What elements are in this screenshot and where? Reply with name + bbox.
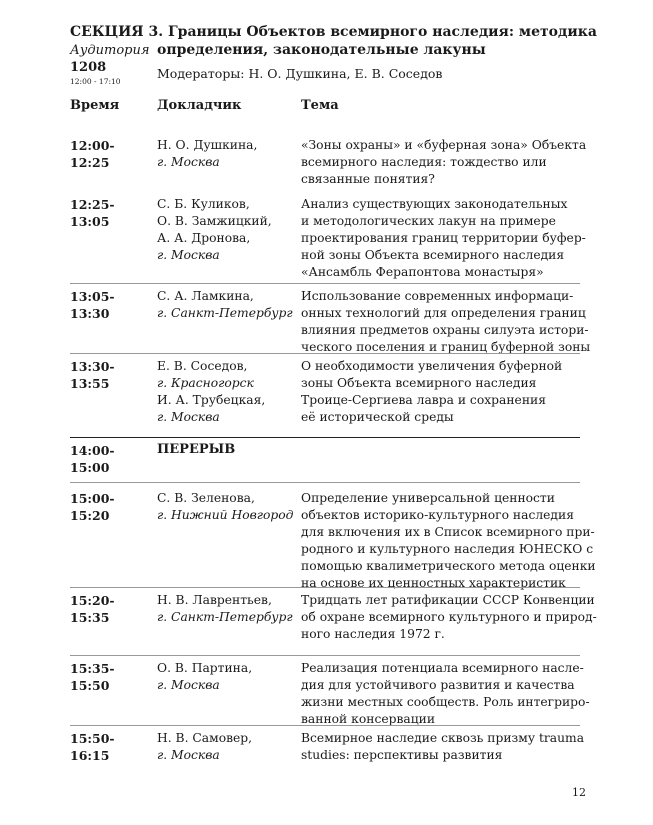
topic-line: на основе их ценностных характеристик: [301, 576, 566, 590]
topic-line: жизни местных сообществ. Роль интегриро-: [301, 695, 590, 709]
row-speakers: [157, 490, 293, 524]
time-line: 12:00-: [70, 138, 115, 153]
topic-line: дия для устойчивого развития и качества: [301, 678, 575, 692]
topic-line: об охране всемирного культурного и природ-: [301, 610, 597, 624]
moderators: Модераторы: Н. О. Душкина, Е. В. Соседов: [157, 66, 443, 81]
topic-line: зоны Объекта всемирного наследия: [301, 376, 537, 390]
time-line: 15:20: [70, 508, 110, 523]
speaker-name: Н. В. Лаврентьев,: [157, 593, 272, 607]
time-line: 13:55: [70, 376, 110, 391]
row-divider: [70, 437, 580, 438]
row-speakers: [157, 137, 257, 171]
row-topic: [301, 358, 591, 426]
topic-line: Тридцать лет ратификации СССР Конвенции: [301, 593, 595, 607]
row-topic: [301, 592, 597, 643]
speaker-city: г. Москва: [157, 748, 220, 762]
row-topic: [301, 137, 591, 188]
topic-line: ного наследия 1972 г.: [301, 627, 445, 641]
row-time: [70, 358, 115, 392]
topic-line: помощью квалиметрического метода оценки: [301, 559, 596, 573]
topic-line: studies: перспективы развития: [301, 748, 503, 762]
speaker-city: г. Москва: [157, 410, 220, 424]
topic-line: Использование современных информаци-: [301, 289, 574, 303]
row-time: [70, 660, 115, 694]
time-line: 15:20-: [70, 593, 115, 608]
time-line: 12:25: [70, 155, 110, 170]
time-line: 15:00: [70, 460, 110, 475]
speaker-name: С. В. Зеленова,: [157, 491, 255, 505]
row-speakers: [157, 660, 252, 694]
speaker-name: О. В. Замжицкий,: [157, 214, 272, 228]
topic-line: О необходимости увеличения буферной: [301, 359, 563, 373]
row-time: [70, 196, 115, 230]
time-line: 15:00-: [70, 491, 115, 506]
topic-line: ческого поселения и границ буферной зоны: [301, 340, 591, 354]
topic-line: связанные понятия?: [301, 172, 435, 186]
row-speakers: [157, 358, 265, 426]
speaker-city: г. Москва: [157, 155, 220, 169]
topic-line: всемирного наследия: тождество или: [301, 155, 547, 169]
speaker-city: г. Санкт-Петербург: [157, 306, 293, 320]
row-time: [70, 137, 115, 171]
speaker-name: И. А. Трубецкая,: [157, 393, 266, 407]
row-divider: [70, 353, 580, 354]
section-title-line2: определения, законодательные лакуны: [157, 42, 486, 58]
row-speakers: [157, 592, 293, 626]
header-topic: Тема: [301, 98, 339, 113]
speaker-name: А. А. Дронова,: [157, 231, 251, 245]
header-time: Время: [70, 98, 120, 113]
row-divider: [70, 482, 580, 483]
time-line: 14:00-: [70, 443, 115, 458]
break-label: ПЕРЕРЫВ: [157, 442, 236, 457]
topic-line: проектирования границ территории буфер-: [301, 231, 586, 245]
topic-line: родного и культурного наследия ЮНЕСКО с: [301, 542, 594, 556]
topic-line: Всемирное наследие сквозь призму trauma: [301, 731, 585, 745]
topic-line: Троице-Сергиева лавра и сохранения: [301, 393, 546, 407]
topic-line: Определение универсальной ценности: [301, 491, 555, 505]
row-topic: [301, 288, 591, 356]
row-divider: [70, 655, 580, 656]
speaker-name: О. В. Партина,: [157, 661, 253, 675]
row-divider: [70, 725, 580, 726]
topic-line: «Ансамбль Ферапонтова монастыря»: [301, 265, 544, 279]
time-line: 13:30-: [70, 359, 115, 374]
room-number: 1208: [70, 60, 107, 75]
row-time: [70, 592, 115, 626]
topic-line: Анализ существующих законодательных: [301, 197, 568, 211]
row-speakers: [157, 196, 272, 264]
break-time: [70, 442, 115, 476]
row-topic: [301, 196, 591, 281]
topic-line: её исторической среды: [301, 410, 454, 424]
speaker-name: С. А. Ламкина,: [157, 289, 254, 303]
time-line: 13:05-: [70, 289, 115, 304]
speaker-city: г. Нижний Новгород: [157, 508, 294, 522]
time-line: 13:05: [70, 214, 110, 229]
row-time: [70, 490, 115, 524]
topic-line: объектов историко-культурного наследия: [301, 508, 574, 522]
topic-line: и методологических лакун на примере: [301, 214, 556, 228]
auditorium-label: Аудитория: [70, 43, 150, 58]
topic-line: онных технологий для определения границ: [301, 306, 586, 320]
page-number: 12: [572, 786, 586, 799]
speaker-city: г. Москва: [157, 248, 220, 262]
row-time: [70, 730, 115, 764]
time-line: 15:35-: [70, 661, 115, 676]
time-line: 13:30: [70, 306, 110, 321]
time-line: 16:15: [70, 748, 110, 763]
row-topic: [301, 730, 591, 764]
row-topic: [301, 490, 596, 592]
topic-line: «Зоны охраны» и «буферная зона» Объекта: [301, 138, 587, 152]
section-hours: 12:00 - 17:10: [70, 77, 121, 86]
row-speakers: [157, 730, 252, 764]
row-divider: [70, 283, 580, 284]
row-time: [70, 288, 115, 322]
time-line: 15:50: [70, 678, 110, 693]
time-line: 12:25-: [70, 197, 115, 212]
topic-line: ной зоны Объекта всемирного наследия: [301, 248, 565, 262]
section-title: СЕКЦИЯ 3. Границы Объектов всемирного наследия: методика: [70, 24, 597, 40]
time-line: 15:50-: [70, 731, 115, 746]
topic-line: Реализация потенциала всемирного насле-: [301, 661, 584, 675]
speaker-name: Н. О. Душкина,: [157, 138, 258, 152]
row-topic: [301, 660, 591, 728]
topic-line: влияния предметов охраны силуэта истори-: [301, 323, 589, 337]
row-speakers: [157, 288, 293, 322]
time-line: 15:35: [70, 610, 110, 625]
speaker-city: г. Красногорск: [157, 376, 254, 390]
row-divider: [70, 587, 580, 588]
speaker-name: С. Б. Куликов,: [157, 197, 250, 211]
speaker-city: г. Москва: [157, 678, 220, 692]
topic-line: для включения их в Список всемирного при-: [301, 525, 595, 539]
speaker-city: г. Санкт-Петербург: [157, 610, 293, 624]
speaker-name: Н. В. Самовер,: [157, 731, 253, 745]
speaker-name: Е. В. Соседов,: [157, 359, 248, 373]
topic-line: ванной консервации: [301, 712, 436, 726]
header-speaker: Докладчик: [157, 98, 242, 113]
